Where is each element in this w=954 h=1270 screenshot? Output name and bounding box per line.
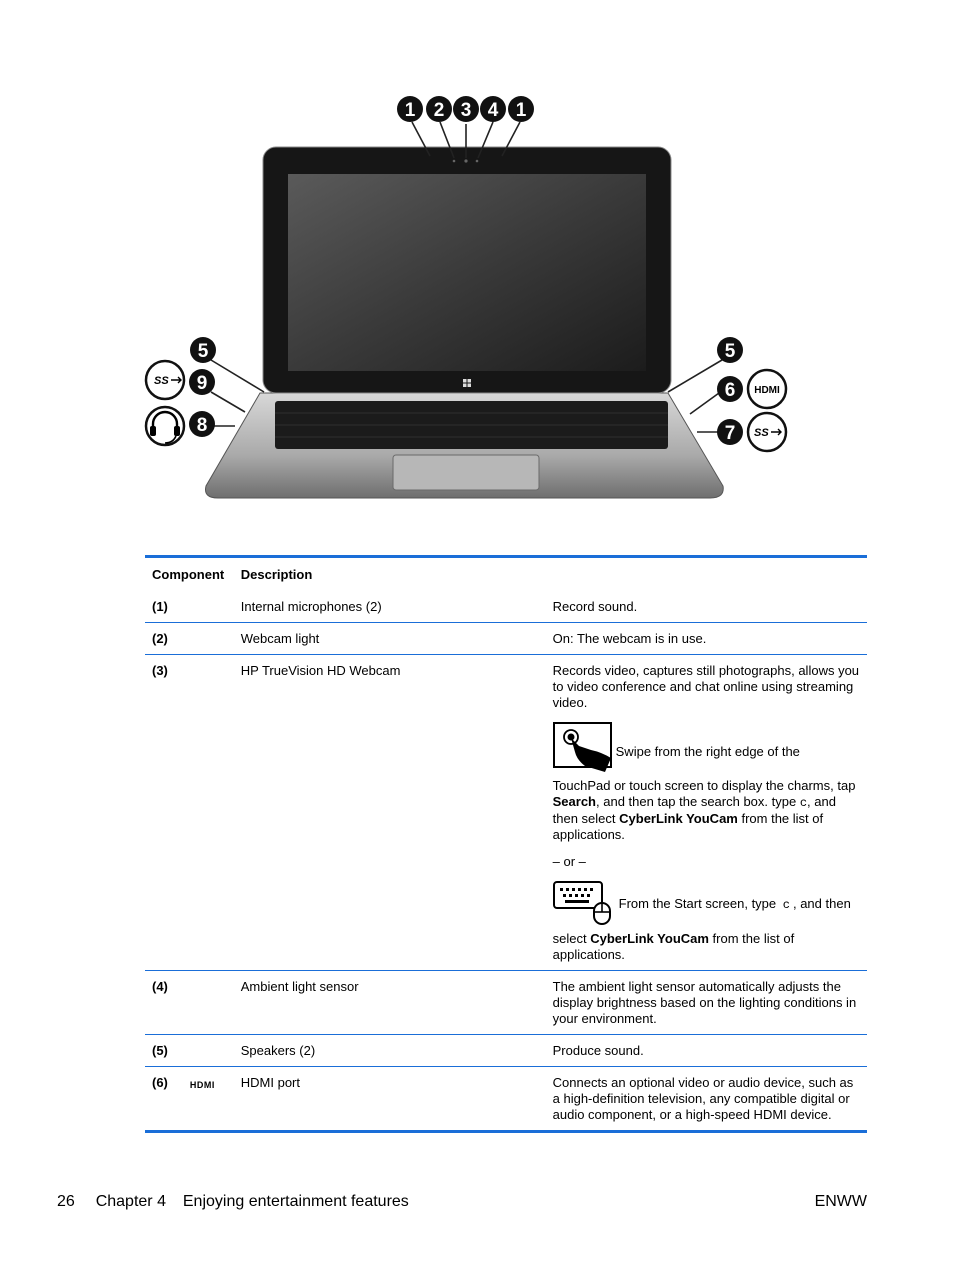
callout-9 bbox=[189, 369, 215, 395]
row-description: Connects an optional video or audio device, such as a high-definition television, any compatible digital or audio component, or a high-speed HDMI device. bbox=[552, 1075, 854, 1122]
footer-right-label: ENWW bbox=[814, 1193, 867, 1210]
hdmi-icon-label: HDMI bbox=[754, 385, 780, 396]
hdmi-icon: HDMI bbox=[189, 1080, 215, 1090]
touchpad bbox=[393, 455, 539, 490]
chapter-label: Chapter 4 bbox=[95, 1193, 166, 1210]
callout-6 bbox=[717, 376, 743, 402]
touch-instruction-lead: Swipe from the right edge of the bbox=[615, 744, 800, 759]
display-screen bbox=[288, 174, 646, 371]
row-component-name: Ambient light sensor bbox=[241, 971, 553, 1035]
row-description: The ambient light sensor automatically adjusts the display brightness based on the lighting conditions in your environment. bbox=[553, 971, 867, 1035]
row-number: (5) bbox=[145, 1035, 190, 1067]
callout-1b bbox=[508, 96, 534, 122]
chapter-title: Enjoying entertainment features bbox=[182, 1193, 409, 1210]
row-number: (3) bbox=[145, 655, 190, 971]
callout-label: 6 bbox=[724, 380, 736, 401]
table-row bbox=[145, 655, 867, 971]
touch-gesture-icon bbox=[553, 722, 613, 772]
kb-bold-app: CyberLink YouCam bbox=[590, 931, 709, 946]
touch-text-a: TouchPad or touch screen to display the charms, tap bbox=[552, 778, 856, 793]
kb-text-a: From the Start screen, type bbox=[618, 896, 780, 911]
row-number: (6) bbox=[152, 1075, 168, 1090]
table-header-row bbox=[145, 557, 867, 592]
component-table bbox=[145, 555, 867, 1133]
callout-5-left bbox=[190, 337, 216, 363]
table-row bbox=[145, 1035, 867, 1067]
callout-label: 5 bbox=[724, 341, 736, 362]
page-number: 26 bbox=[57, 1193, 75, 1210]
callout-label: 8 bbox=[196, 415, 208, 436]
kb-text-b: , and then bbox=[792, 896, 851, 911]
header-description: Description bbox=[240, 567, 313, 582]
callout-5-right bbox=[717, 337, 743, 363]
callout-8 bbox=[189, 411, 215, 437]
touch-text-c: , and then select bbox=[552, 794, 836, 826]
touch-text-b: , and then tap the search box. type bbox=[596, 794, 800, 809]
row-description: Records video, captures still photographs, allows you to video conference and chat online using streaming video. bbox=[552, 663, 860, 710]
row-component-name: HP TrueVision HD Webcam bbox=[241, 655, 553, 971]
row-description: On: The webcam is in use. bbox=[553, 623, 867, 655]
kb-text-c: select bbox=[552, 931, 591, 946]
kb-text-d: from the list of applications. bbox=[552, 931, 795, 962]
callout-label: 7 bbox=[724, 423, 736, 444]
usb-superspeed-icon-right bbox=[748, 413, 786, 451]
callout-1a bbox=[397, 96, 423, 122]
hdmi-icon-right bbox=[748, 370, 786, 408]
callout-3 bbox=[453, 96, 479, 122]
row-component-name: Webcam light bbox=[241, 623, 553, 655]
row-component-name: Internal microphones (2) bbox=[241, 591, 553, 623]
callout-4 bbox=[480, 96, 506, 122]
row-number: (4) bbox=[145, 971, 190, 1035]
row-description: Record sound. bbox=[553, 591, 867, 623]
callout-label: 9 bbox=[196, 373, 208, 394]
touch-bold-app: CyberLink YouCam bbox=[619, 811, 738, 826]
touch-bold-search: Search bbox=[552, 794, 597, 809]
page-footer bbox=[57, 1193, 867, 1211]
keyboard-mouse-icon bbox=[553, 881, 613, 925]
touch-text-d: from the list of applications. bbox=[552, 811, 824, 842]
headset-icon bbox=[146, 407, 184, 445]
table-row bbox=[145, 623, 867, 655]
usb-icon-label: SS bbox=[754, 427, 769, 439]
touch-code: c bbox=[799, 796, 808, 810]
table-row bbox=[145, 971, 867, 1035]
row-component-name: HDMI port bbox=[240, 1075, 300, 1090]
row-number: (1) bbox=[145, 591, 190, 623]
callout-2 bbox=[426, 96, 452, 122]
callout-label: 5 bbox=[197, 341, 209, 362]
callout-label: 4 bbox=[487, 100, 499, 121]
callout-7 bbox=[717, 419, 743, 445]
or-separator: – or – bbox=[552, 854, 586, 869]
callout-label: 3 bbox=[460, 100, 472, 121]
usb-icon-label: SS bbox=[154, 375, 169, 387]
laptop-figure bbox=[140, 88, 800, 508]
row-component-name: Speakers (2) bbox=[241, 1035, 553, 1067]
table-row bbox=[145, 1067, 867, 1132]
usb-superspeed-icon-left bbox=[146, 361, 184, 399]
row-description: Produce sound. bbox=[553, 1035, 867, 1067]
kb-code: c bbox=[782, 898, 790, 912]
callout-label: 2 bbox=[433, 100, 445, 121]
row-number: (2) bbox=[145, 623, 190, 655]
table-row bbox=[145, 591, 867, 623]
callout-label: 1 bbox=[515, 100, 527, 121]
callout-label: 1 bbox=[404, 100, 416, 121]
header-component: Component bbox=[152, 567, 225, 582]
